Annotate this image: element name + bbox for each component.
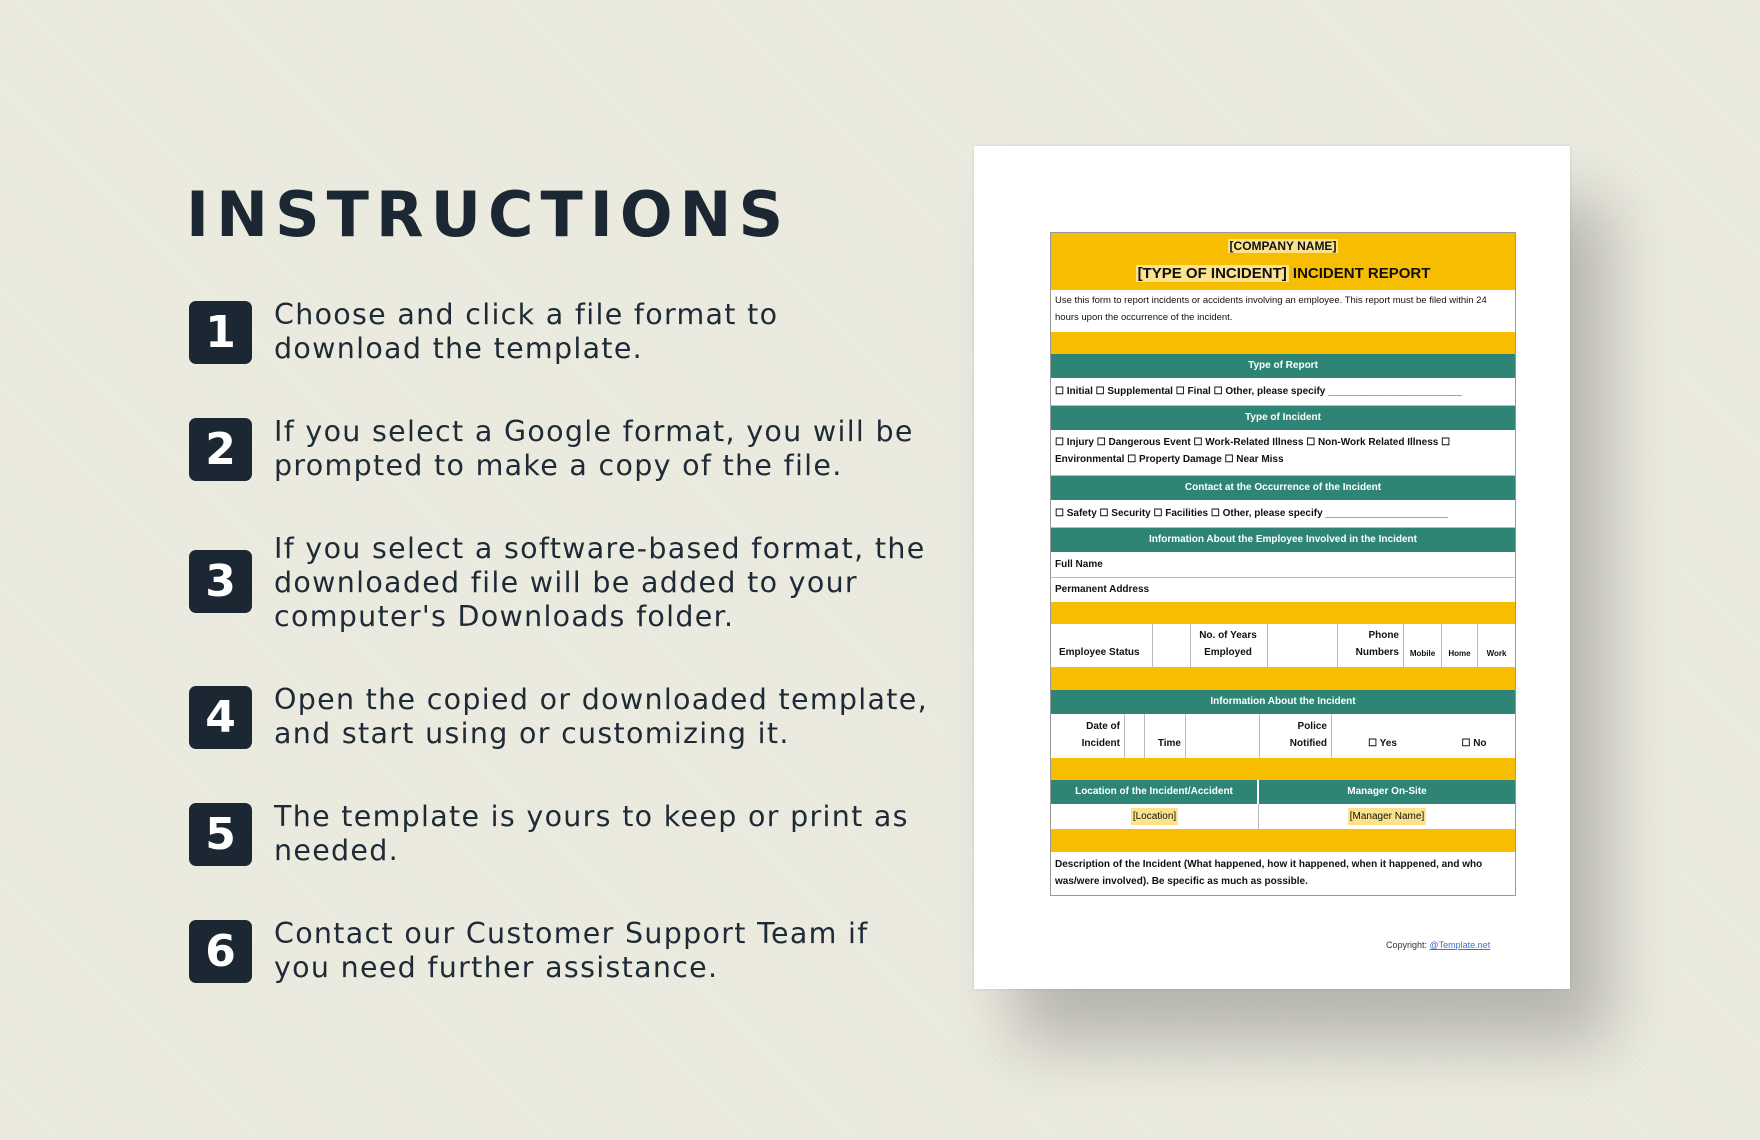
incident-info-row: [1050, 714, 1516, 758]
label-line: Police: [1297, 721, 1327, 732]
full-name-label: Full Name: [1050, 552, 1516, 578]
step-number-badge: 1: [189, 301, 252, 364]
spacer-band: [1050, 332, 1516, 354]
copyright-label: Copyright:: [1386, 940, 1430, 950]
contact-header: Contact at the Occurrence of the Incident: [1050, 476, 1516, 500]
label-line: Phone: [1368, 630, 1399, 641]
phone-numbers-label: [1338, 624, 1404, 667]
type-of-incident-line-2: Environmental ☐ Property Damage ☐ Near Miss: [1055, 454, 1284, 465]
empty-cell: [1125, 714, 1145, 758]
step-text: Choose and click a file format to download the template.: [274, 298, 779, 365]
location-header: Location of the Incident/Accident: [1051, 780, 1259, 804]
label-line: Notified: [1289, 738, 1327, 749]
company-name-row: [1050, 232, 1516, 258]
work-label: Work: [1486, 649, 1507, 658]
police-notified-label: [1260, 714, 1332, 758]
description-label: Description of the Incident (What happened, how it happened, when it happened, and who was/were involved). Be specific as much as possible.: [1050, 852, 1516, 896]
step-text: If you select a Google format, you will be prompted to make a copy of the file.: [274, 415, 914, 482]
step-text: Open the copied or downloaded template, and start using or customizing it.: [274, 683, 928, 750]
step-3: [189, 532, 929, 634]
template-preview-page: [974, 146, 1570, 989]
empty-cell: [1153, 624, 1191, 667]
label-line: No. of Years: [1199, 630, 1257, 641]
step-2: [189, 415, 929, 483]
spacer-band: [1050, 602, 1516, 624]
spacer-band: [1050, 758, 1516, 780]
spacer-band: [1050, 830, 1516, 852]
years-employed-label: [1191, 624, 1268, 667]
type-of-incident-header: Type of Incident: [1050, 406, 1516, 430]
report-title-row: [1050, 258, 1516, 290]
manager-value-cell: [1259, 804, 1515, 829]
incident-report-form: [1050, 232, 1516, 896]
copyright: [1386, 940, 1490, 950]
location-value: [Location]: [1131, 808, 1178, 825]
step-number-badge: 2: [189, 418, 252, 481]
step-number-badge: 3: [189, 550, 252, 613]
contact-options: ☐ Safety ☐ Security ☐ Facilities ☐ Other, please specify ______________________: [1050, 500, 1516, 528]
step-text: Contact our Customer Support Team if you need further assistance.: [274, 917, 869, 984]
company-name: [COMPANY NAME]: [1229, 239, 1337, 253]
police-no-checkbox: ☐ No: [1461, 738, 1487, 749]
step-1: [189, 298, 929, 366]
step-6: [189, 917, 929, 985]
time-label: Time: [1145, 714, 1186, 758]
permanent-address-label: Permanent Address: [1050, 578, 1516, 602]
spacer-band: [1050, 668, 1516, 690]
step-text: If you select a software-based format, the downloaded file will be added to your computer's Downloads folder.: [274, 532, 926, 633]
type-placeholder: [TYPE OF INCIDENT]: [1137, 265, 1287, 282]
manager-header: Manager On-Site: [1259, 780, 1515, 804]
label-line: Date of: [1086, 721, 1120, 732]
incident-info-header: Information About the Incident: [1050, 690, 1516, 714]
step-number-badge: 5: [189, 803, 252, 866]
employee-status-row: [1050, 624, 1516, 668]
type-of-report-header: Type of Report: [1050, 354, 1516, 378]
label-line: Numbers: [1355, 647, 1399, 658]
location-manager-header-row: [1050, 780, 1516, 804]
step-text: The template is yours to keep or print as needed.: [274, 800, 909, 867]
location-manager-value-row: [1050, 804, 1516, 830]
label-line: Employed: [1204, 647, 1252, 658]
employee-status-label: Employee Status: [1051, 624, 1153, 667]
copyright-link[interactable]: @Template.net: [1429, 940, 1491, 950]
location-value-cell: [1051, 804, 1259, 829]
type-of-report-options: ☐ Initial ☐ Supplemental ☐ Final ☐ Other, please specify ________________________: [1050, 378, 1516, 406]
manager-value: [Manager Name]: [1348, 808, 1426, 825]
employee-info-header: Information About the Employee Involved in the Incident: [1050, 528, 1516, 552]
mobile-label: Mobile: [1404, 624, 1442, 667]
step-number-badge: 4: [189, 686, 252, 749]
empty-cell: [1186, 714, 1260, 758]
type-of-incident-options: [1050, 430, 1516, 476]
home-label: Home: [1442, 624, 1478, 667]
step-5: [189, 800, 929, 868]
empty-cell: [1268, 624, 1338, 667]
label-line: Incident: [1081, 738, 1120, 749]
step-4: [189, 683, 929, 751]
step-number-badge: 6: [189, 920, 252, 983]
page-title: INSTRUCTIONS: [186, 178, 791, 251]
report-title: INCIDENT REPORT: [1288, 265, 1431, 282]
date-of-incident-label: [1051, 714, 1125, 758]
police-yes-checkbox: ☐ Yes: [1368, 738, 1397, 749]
intro-text: Use this form to report incidents or accidents involving an employee. This report must be filed within 24 hours upon the occurrence of the incident.: [1050, 290, 1516, 332]
type-of-incident-line-1: ☐ Injury ☐ Dangerous Event ☐ Work-Related Illness ☐ Non-Work Related Illness ☐: [1055, 437, 1451, 448]
